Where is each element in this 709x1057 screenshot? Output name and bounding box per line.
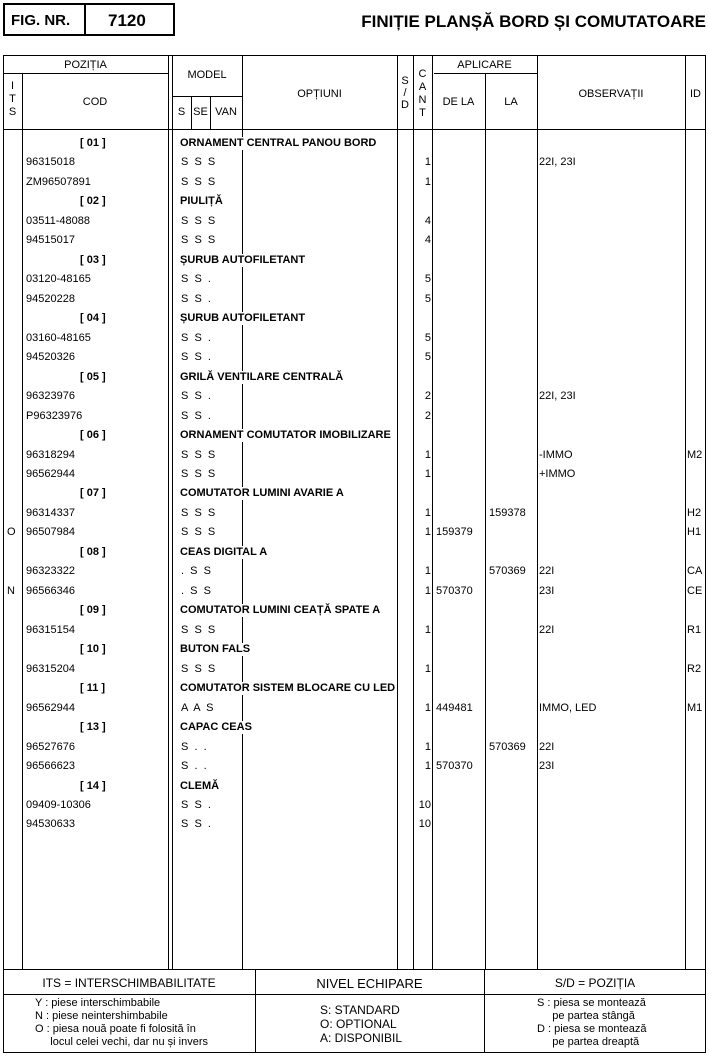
row-model: S S S <box>181 663 216 675</box>
row-cod: 03511-48088 <box>26 215 91 227</box>
row-model: S S S <box>181 526 216 538</box>
row-cod: 96562944 <box>26 468 75 480</box>
row-cod: P96323976 <box>26 410 83 422</box>
table-group-row <box>0 721 709 737</box>
row-description: BUTON FALS <box>180 643 251 655</box>
row-cant: 5 <box>424 293 431 305</box>
row-model: A A S <box>181 702 214 714</box>
row-la: 570369 <box>489 741 526 753</box>
row-cod: [ 10 ] <box>80 643 106 655</box>
row-cod: ZM96507891 <box>26 176 91 188</box>
header-optiuni: OPȚIUNI <box>297 88 342 100</box>
header-model-s: S <box>177 106 186 118</box>
table-group-row <box>0 604 709 620</box>
row-cod: 96314337 <box>26 507 75 519</box>
row-cod: 03120-48165 <box>26 273 91 285</box>
legend-nivel-item: O: OPTIONAL <box>320 1017 397 1031</box>
row-model: S S . <box>181 273 211 285</box>
row-description: ORNAMENT CENTRAL PANOU BORD <box>180 137 377 149</box>
legend-sd-item: pe partea dreaptă <box>537 1036 640 1048</box>
row-cod: [ 05 ] <box>80 371 106 383</box>
row-cod: 96315018 <box>26 156 75 168</box>
table-group-row <box>0 546 709 562</box>
row-description: CLEMĂ <box>180 780 220 792</box>
legend-its-item: locul celei vechi, dar nu și invers <box>35 1036 209 1048</box>
row-cod: 94530633 <box>26 818 75 830</box>
row-id: H1 <box>687 526 702 538</box>
row-cod: 09409-10306 <box>26 799 91 811</box>
table-row <box>0 410 709 426</box>
row-id: R1 <box>687 624 702 636</box>
table-row <box>0 215 709 231</box>
row-cod: 96315154 <box>26 624 75 636</box>
row-model: S S . <box>181 351 211 363</box>
row-description: CAPAC CEAS <box>180 721 252 733</box>
legend-sd-title: S/D = POZIȚIA <box>554 976 636 990</box>
row-model: S S S <box>181 234 216 246</box>
row-description: ORNAMENT COMUTATOR IMOBILIZARE <box>180 429 391 441</box>
row-cod: [ 03 ] <box>80 254 106 266</box>
row-cod: [ 13 ] <box>80 721 106 733</box>
fig-label: FIG. NR. <box>11 12 71 29</box>
row-id: CE <box>687 585 703 597</box>
table-row <box>0 449 709 465</box>
row-cant: 4 <box>424 215 431 227</box>
row-de-la: 449481 <box>436 702 473 714</box>
row-cant: 1 <box>424 565 431 577</box>
row-model: S S . <box>181 818 211 830</box>
table-row <box>0 351 709 367</box>
table-group-row <box>0 195 709 211</box>
row-de-la: 570370 <box>436 760 473 772</box>
row-description: COMUTATOR LUMINI AVARIE A <box>180 487 344 499</box>
row-cant: 1 <box>424 585 431 597</box>
header-cod: COD <box>82 96 108 108</box>
footer-top-line <box>3 969 706 970</box>
row-observatii: -IMMO <box>539 449 573 461</box>
header-pozitia: POZIȚIA <box>64 59 107 71</box>
row-id: CA <box>687 565 703 577</box>
row-id: H2 <box>687 507 702 519</box>
table-group-row <box>0 137 709 153</box>
table-row <box>0 156 709 172</box>
row-model: S S S <box>181 449 216 461</box>
table-group-row <box>0 487 709 503</box>
row-id: M2 <box>687 449 703 461</box>
legend-sd-item: D : piesa se montează <box>537 1023 647 1035</box>
table-group-row <box>0 371 709 387</box>
table-row <box>0 390 709 406</box>
table-row <box>0 526 709 542</box>
row-cant: 1 <box>424 624 431 636</box>
header-observatii: OBSERVAȚII <box>578 88 644 100</box>
row-cod: 96566623 <box>26 760 75 772</box>
row-cant: 2 <box>424 410 431 422</box>
row-cod: [ 01 ] <box>80 137 106 149</box>
table-row <box>0 702 709 718</box>
row-model: S S S <box>181 176 216 188</box>
row-model: . S S <box>181 585 211 597</box>
header-its: I T S <box>8 80 17 118</box>
row-model: S S S <box>181 468 216 480</box>
table-row <box>0 234 709 250</box>
table-row <box>0 663 709 679</box>
legend-nivel-item: A: DISPONIBIL <box>320 1031 403 1045</box>
row-observatii: 22I, 23I <box>539 390 576 402</box>
row-observatii: 23I <box>539 760 555 772</box>
row-model: S S . <box>181 293 211 305</box>
header-de-la: DE LA <box>442 96 475 108</box>
row-model: S S . <box>181 799 211 811</box>
row-cod: 94520326 <box>26 351 75 363</box>
row-cant: 4 <box>424 234 431 246</box>
table-group-row <box>0 254 709 270</box>
row-observatii: 22I, 23I <box>539 156 576 168</box>
header-aplicare: APLICARE <box>457 59 512 71</box>
row-cant: 1 <box>424 741 431 753</box>
row-cant: 1 <box>424 468 431 480</box>
row-model: S S . <box>181 332 211 344</box>
row-observatii: 23I <box>539 585 555 597</box>
row-model: S S S <box>181 156 216 168</box>
table-row <box>0 273 709 289</box>
row-model: S S . <box>181 390 211 402</box>
legend-its-item: O : piesa nouă poate fi folosită în <box>35 1023 196 1035</box>
header-model-se: SE <box>193 106 208 118</box>
table-group-row <box>0 429 709 445</box>
row-description: COMUTATOR LUMINI CEAȚĂ SPATE A <box>180 604 381 616</box>
row-its: O <box>7 526 16 538</box>
page-title: FINIȚIE PLANȘĂ BORD ȘI COMUTATOARE <box>361 12 706 31</box>
row-model: S . . <box>181 741 207 753</box>
row-cod: 96562944 <box>26 702 75 714</box>
row-description: ȘURUB AUTOFILETANT <box>180 312 306 324</box>
row-cant: 10 <box>418 799 431 811</box>
header-model: MODEL <box>187 69 227 81</box>
row-observatii: 22I <box>539 624 555 636</box>
row-description: PIULIȚĂ <box>180 195 223 207</box>
row-cant: 5 <box>424 273 431 285</box>
table-row <box>0 624 709 640</box>
row-cant: 2 <box>424 390 431 402</box>
row-cant: 5 <box>424 332 431 344</box>
row-id: M1 <box>687 702 703 714</box>
row-cod: 94520228 <box>26 293 75 305</box>
table-row <box>0 293 709 309</box>
header-la: LA <box>504 96 518 108</box>
row-model: S . . <box>181 760 207 772</box>
header-sd: S / D <box>401 75 409 111</box>
row-description: COMUTATOR SISTEM BLOCARE CU LED <box>180 682 396 694</box>
table-row <box>0 818 709 834</box>
table-row <box>0 468 709 484</box>
row-description: GRILĂ VENTILARE CENTRALĂ <box>180 371 344 383</box>
row-cod: 96318294 <box>26 449 75 461</box>
row-cant: 1 <box>424 507 431 519</box>
table-group-row <box>0 312 709 328</box>
row-description: CEAS DIGITAL A <box>180 546 268 558</box>
row-cod: 96527676 <box>26 741 75 753</box>
header-model-van: VAN <box>215 106 237 118</box>
footer-title-line <box>3 994 706 995</box>
table-row <box>0 565 709 581</box>
legend-its-item: Y : piese interschimbabile <box>35 997 161 1009</box>
row-id: R2 <box>687 663 702 675</box>
row-cod: [ 07 ] <box>80 487 106 499</box>
legend-its-title: ITS = INTERSCHIMBABILITATE <box>42 976 216 990</box>
fig-number: 7120 <box>108 11 146 30</box>
row-cant: 10 <box>418 818 431 830</box>
table-row <box>0 176 709 192</box>
row-cod: 96323976 <box>26 390 75 402</box>
row-cant: 1 <box>424 702 431 714</box>
row-cod: [ 02 ] <box>80 195 106 207</box>
legend-sd-item: S : piesa se montează <box>537 997 646 1009</box>
row-cod: [ 14 ] <box>80 780 106 792</box>
row-model: S S S <box>181 507 216 519</box>
row-model: S S . <box>181 410 211 422</box>
row-cod: 03160-48165 <box>26 332 91 344</box>
row-cod: [ 04 ] <box>80 312 106 324</box>
row-cod: 94515017 <box>26 234 75 246</box>
row-observatii: 22I <box>539 741 555 753</box>
row-cant: 1 <box>424 156 431 168</box>
legend-nivel-title: NIVEL ECHIPARE <box>316 976 423 991</box>
row-cod: [ 08 ] <box>80 546 106 558</box>
row-de-la: 570370 <box>436 585 473 597</box>
table-row <box>0 507 709 523</box>
row-cod: 96323322 <box>26 565 75 577</box>
row-cod: 96566346 <box>26 585 75 597</box>
table-group-row <box>0 643 709 659</box>
row-cant: 5 <box>424 351 431 363</box>
row-observatii: 22I <box>539 565 555 577</box>
header-id: ID <box>690 88 701 100</box>
legend-nivel-item: S: STANDARD <box>320 1003 400 1017</box>
row-cant: 1 <box>424 526 431 538</box>
row-cod: [ 09 ] <box>80 604 106 616</box>
row-cant: 1 <box>424 449 431 461</box>
row-de-la: 159379 <box>436 526 473 538</box>
row-la: 570369 <box>489 565 526 577</box>
row-cant: 1 <box>424 663 431 675</box>
row-observatii: +IMMO <box>539 468 576 480</box>
row-cod: [ 11 ] <box>80 682 106 694</box>
row-model: . S S <box>181 565 211 577</box>
row-model: S S S <box>181 215 216 227</box>
row-observatii: IMMO, LED <box>539 702 597 714</box>
table-row <box>0 332 709 348</box>
legend-sd-item: pe partea stângă <box>537 1010 635 1022</box>
table-group-row <box>0 682 709 698</box>
table-row <box>0 799 709 815</box>
row-its: N <box>7 585 15 597</box>
table-row <box>0 760 709 776</box>
row-cant: 1 <box>424 176 431 188</box>
row-cod: [ 06 ] <box>80 429 106 441</box>
row-cod: 96315204 <box>26 663 75 675</box>
row-cant: 1 <box>424 760 431 772</box>
row-model: S S S <box>181 624 216 636</box>
table-group-row <box>0 780 709 796</box>
row-la: 159378 <box>489 507 526 519</box>
row-description: ȘURUB AUTOFILETANT <box>180 254 306 266</box>
row-cod: 96507984 <box>26 526 75 538</box>
legend-its-item: N : piese neintershimbabile <box>35 1010 168 1022</box>
header-cant: C A N T <box>418 68 427 119</box>
table-row <box>0 585 709 601</box>
table-row <box>0 741 709 757</box>
